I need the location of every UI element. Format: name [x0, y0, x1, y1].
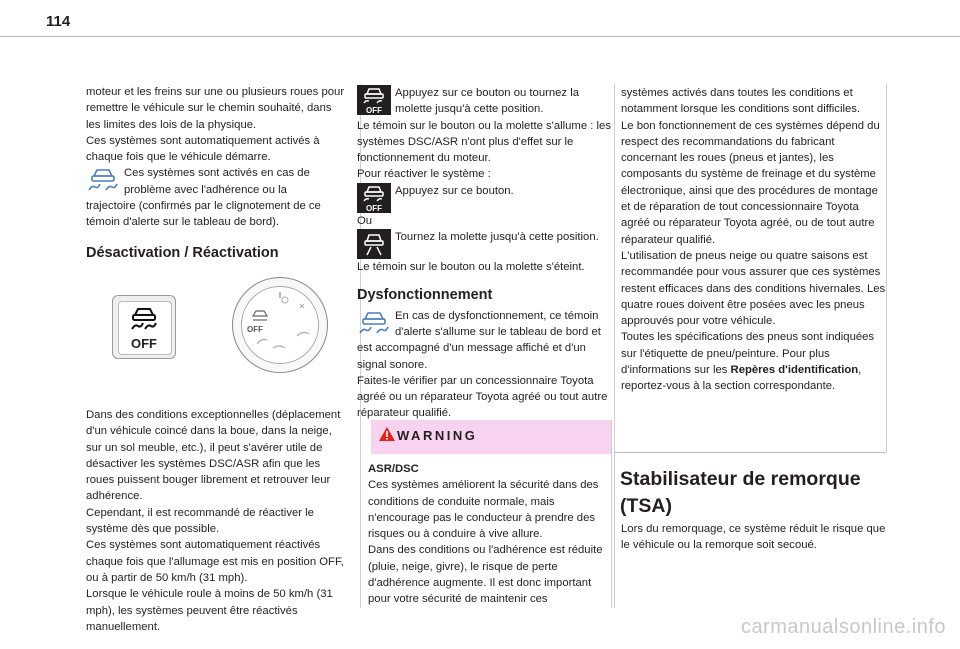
- dial-off-label: OFF: [247, 324, 263, 334]
- skid-car-warning-icon: [357, 308, 391, 338]
- column-divider-2: [614, 84, 615, 608]
- col3-text: Toutes les spécifications des pneus sont indiquées sur l'étiquette de pneu/peinture. Pour plus d'informations sur les: [621, 331, 875, 377]
- col1-paragraph: Dans des conditions exceptionnelles (déplacement d'un véhicule coincé dans la boue, dans la neige, sur un sol meuble, etc.), il peut s'avérer utile de désactiver les systèmes DSC/ASR afin que les roues puissent bouger librement et retrouver leur adhérence.: [86, 408, 341, 503]
- column-3-right-divider: [886, 84, 887, 452]
- skid-car-off-icon: [357, 183, 391, 213]
- col1-paragraph: Ces systèmes sont automatiquement activés à chaque fois que le véhicule démarre.: [86, 134, 320, 164]
- off-button-illustration: [112, 295, 176, 359]
- col2-paragraph: Ou: [357, 214, 373, 227]
- column-2: [357, 85, 611, 422]
- col1-paragraph: Ces systèmes sont automatiquement réactivés chaque fois que l'allumage est mis en position OFF, ou à partir de 50 km/h (31 mph).: [86, 539, 344, 584]
- skid-car-warning-icon: [86, 165, 120, 195]
- malfunction-block: [357, 308, 611, 373]
- skid-car-off-icon: [357, 85, 391, 115]
- section-heading-deactivation: Désactivation / Réactivation: [86, 244, 279, 261]
- reactivate-dial-block: [357, 229, 611, 245]
- col2-paragraph: Tournez la molette jusqu'à cette position.: [395, 231, 599, 244]
- off-instruction-block: [357, 85, 611, 118]
- col3-paragraph: Lors du remorquage, ce système réduit le risque que le véhicule ou la remorque soit secoué.: [621, 523, 886, 552]
- slip-warning-block: [86, 165, 346, 230]
- col1-paragraph: Ces systèmes sont activés en cas de problème avec l'adhérence ou la: [124, 167, 310, 196]
- column-1: [86, 84, 346, 635]
- col3-paragraph: Le bon fonctionnement de ces systèmes dépend du respect des recommandations du fabricant concernant les roues (pneus et jantes), les composants du système de freinage et du système électronique, ainsi que des procédures de montage et de réparation de tout concessionnaire Toyota agréé ou réparateur Toyota agréé, ou de tout autre réparateur qualifié.: [621, 119, 880, 246]
- warning-paragraph: Dans des conditions ou l'adhérence est réduite (pluie, neige, givre), le risque de perte d'adhérence augmente. Il est donc important pour votre sécurité de maintenir ces: [368, 544, 603, 606]
- warning-subtitle: ASR/DSC: [368, 463, 419, 475]
- svg-text:OFF: OFF: [366, 106, 382, 115]
- warning-title: WARNING: [397, 428, 478, 443]
- col2-paragraph: Faites-le vérifier par un concessionnaire Toyota agréé ou un réparateur Toyota agréé ou tout autre réparateur qualifié.: [357, 374, 608, 420]
- col2-paragraph: Le témoin sur le bouton ou la molette s'éteint.: [357, 261, 585, 274]
- col3-paragraph: L'utilisation de pneus neige ou quatre saisons est recommandée pour vous assurer que ces systèmes restent efficaces dans des conditions hivernales. Les quatre roues doivent être posées avec les pneus approuvés pour votre véhicule.: [621, 249, 886, 328]
- col2-paragraph: Appuyez sur ce bouton ou tournez la molette jusqu'à cette position.: [395, 87, 580, 116]
- col2-paragraph: Le témoin sur le bouton ou la molette s'allume : les systèmes DSC/ASR n'ont plus d'effet sur le fonctionnement du moteur.: [357, 119, 611, 165]
- col2-paragraph: Appuyez sur ce bouton.: [395, 184, 514, 197]
- page-number: 114: [46, 13, 71, 30]
- section-heading-malfunction: Dysfonctionnement: [357, 287, 493, 304]
- section-title-tsa: Stabilisateur de remorque (TSA): [620, 468, 861, 517]
- warning-paragraph: Ces systèmes améliorent la sécurité dans des conditions de conduite normale, mais n'encourage pas le conducteur à prendre des risques ou à conduire à vive allure.: [368, 479, 599, 541]
- warning-body: [368, 461, 610, 608]
- reactivate-button-block: [357, 183, 611, 213]
- col1-paragraph: moteur et les freins sur une ou plusieurs roues pour remettre le véhicule sur le chemin souhaité, dans les limites des lois de la physique.: [86, 86, 345, 131]
- warning-box-right-border: [611, 420, 612, 608]
- skid-car-icon: [357, 229, 391, 259]
- drive-mode-dial-illustration: [232, 277, 328, 373]
- col2-paragraph: Pour réactiver le système :: [357, 168, 491, 181]
- col1-paragraph: Cependant, il est recommandé de réactiver le système dès que possible.: [86, 506, 314, 536]
- col3-tsa-description: [621, 521, 887, 554]
- col1-paragraph: Lorsque le véhicule roule à moins de 50 km/h (31 mph), les systèmes peuvent être réactivés manuellement.: [86, 588, 333, 633]
- column-3-bottom-divider: [614, 452, 886, 453]
- footer-watermark: carmanualsonline.info: [740, 616, 946, 638]
- col2-paragraph: En cas de dysfonctionnement, ce témoin d'alerte s'allume sur le tableau de bord et est accompagné d'un message affiché et d'un signal sonore.: [357, 309, 601, 371]
- header-divider: [0, 36, 960, 37]
- warning-triangle-icon: [378, 426, 396, 442]
- col3-text: , reportez-vous à la section correspondante.: [621, 364, 862, 393]
- off-button-label: OFF: [131, 335, 157, 351]
- controls-illustration: [86, 277, 346, 385]
- col3-paragraph: systèmes activés dans toutes les conditions et notamment lorsque les conditions sont difficiles.: [621, 87, 861, 116]
- svg-text:OFF: OFF: [366, 203, 382, 213]
- column-3: [621, 85, 887, 395]
- col3-bold-reference: Repères d'identification: [730, 364, 859, 377]
- col1-paragraph: trajectoire (confirmés par le clignotement de ce témoin d'alerte sur le tableau de bord).: [86, 200, 321, 229]
- col3-paragraph: [621, 329, 887, 394]
